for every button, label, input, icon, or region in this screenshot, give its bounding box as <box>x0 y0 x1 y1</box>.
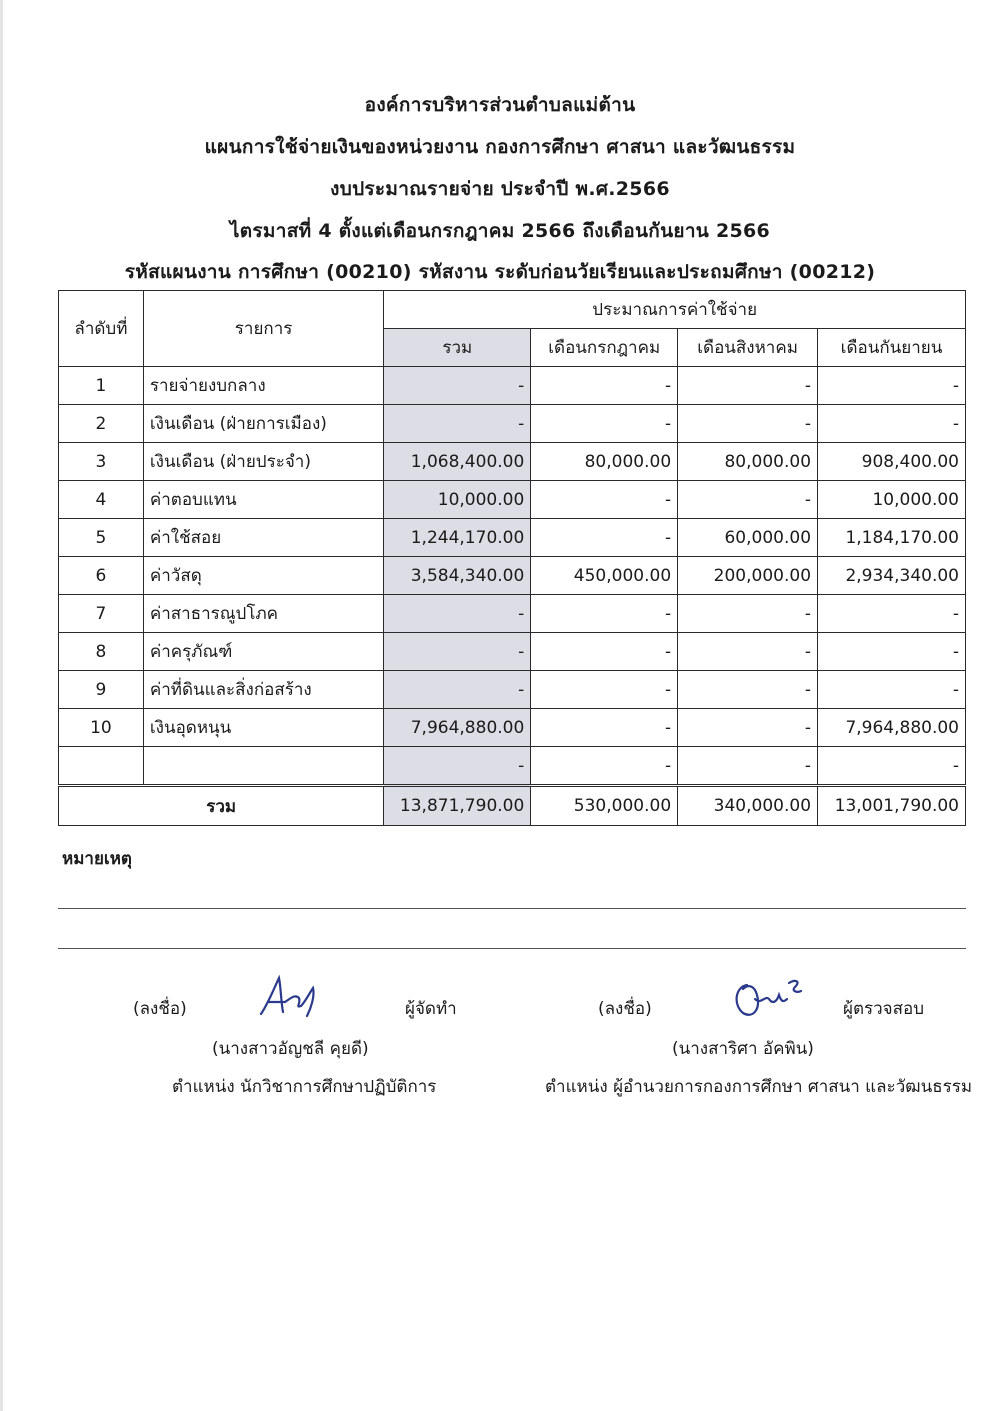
row-august: - <box>678 747 818 786</box>
table-row <box>59 671 966 709</box>
right-sign-label: (ลงชื่อ) <box>598 999 652 1019</box>
header-august: เดือนสิงหาคม <box>678 329 818 367</box>
row-no: 1 <box>59 367 144 405</box>
row-no: 6 <box>59 557 144 595</box>
row-september: - <box>818 405 966 443</box>
left-role: ผู้จัดทำ <box>405 999 457 1019</box>
row-september: 1,184,170.00 <box>818 519 966 557</box>
row-july: - <box>531 367 678 405</box>
row-july: - <box>531 633 678 671</box>
row-item <box>143 747 383 786</box>
row-item: รายจ่ายงบกลาง <box>143 367 383 405</box>
row-september: - <box>818 367 966 405</box>
header-no: ลำดับที่ <box>59 291 144 367</box>
row-september: - <box>818 633 966 671</box>
row-july: - <box>531 709 678 747</box>
remark-label: หมายเหตุ <box>62 849 132 869</box>
row-no: 8 <box>59 633 144 671</box>
row-july: - <box>531 519 678 557</box>
row-august: - <box>678 405 818 443</box>
row-total: - <box>384 633 531 671</box>
right-name: (นางสาริศา อัคพิน) <box>672 1039 814 1059</box>
row-august: - <box>678 671 818 709</box>
row-item: เงินเดือน (ฝ่ายประจำ) <box>143 443 383 481</box>
header-total: รวม <box>384 329 531 367</box>
row-august: - <box>678 481 818 519</box>
table-row <box>59 519 966 557</box>
row-no: 4 <box>59 481 144 519</box>
row-september: - <box>818 747 966 786</box>
row-item: เงินเดือน (ฝ่ายการเมือง) <box>143 405 383 443</box>
table-row <box>59 367 966 405</box>
header-item: รายการ <box>143 291 383 367</box>
row-august: 80,000.00 <box>678 443 818 481</box>
row-no: 10 <box>59 709 144 747</box>
row-july: - <box>531 405 678 443</box>
row-july: - <box>531 595 678 633</box>
left-signature-mark <box>255 972 325 1022</box>
row-august: - <box>678 709 818 747</box>
row-total: - <box>384 367 531 405</box>
row-item: ค่าวัสดุ <box>143 557 383 595</box>
remark-line-1 <box>58 908 966 909</box>
row-no: 3 <box>59 443 144 481</box>
row-total: 10,000.00 <box>384 481 531 519</box>
row-august: - <box>678 633 818 671</box>
row-september: - <box>818 671 966 709</box>
header-september: เดือนกันยายน <box>818 329 966 367</box>
header-july: เดือนกรกฎาคม <box>531 329 678 367</box>
scan-edge <box>0 0 3 1411</box>
total-sum: 13,871,790.00 <box>384 786 531 826</box>
left-name: (นางสาวอัญชลี คุยดี) <box>212 1039 369 1059</box>
total-september: 13,001,790.00 <box>818 786 966 826</box>
row-item: ค่าที่ดินและสิ่งก่อสร้าง <box>143 671 383 709</box>
row-no: 9 <box>59 671 144 709</box>
total-july: 530,000.00 <box>531 786 678 826</box>
row-item: เงินอุดหนุน <box>143 709 383 747</box>
budget-year: งบประมาณรายจ่าย ประจำปี พ.ศ.2566 <box>330 178 670 200</box>
row-item: ค่าใช้สอย <box>143 519 383 557</box>
row-total: - <box>384 671 531 709</box>
plan-title: แผนการใช้จ่ายเงินของหน่วยงาน กองการศึกษา ศาสนา และวัฒนธรรม <box>204 136 796 158</box>
row-september: - <box>818 595 966 633</box>
row-september: 10,000.00 <box>818 481 966 519</box>
row-no <box>59 747 144 786</box>
table-row <box>59 557 966 595</box>
row-total: - <box>384 405 531 443</box>
row-total: - <box>384 747 531 786</box>
table-row <box>59 443 966 481</box>
header-estimate: ประมาณการค่าใช้จ่าย <box>384 291 966 329</box>
right-position: ตำแหน่ง ผู้อำนวยการกองการศึกษา ศาสนา และวัฒนธรรม <box>545 1077 973 1097</box>
row-total: 3,584,340.00 <box>384 557 531 595</box>
row-item: ค่าตอบแทน <box>143 481 383 519</box>
table-row <box>59 481 966 519</box>
remark-line-2 <box>58 948 966 949</box>
row-item: ค่าสาธารณูปโภค <box>143 595 383 633</box>
row-august: 200,000.00 <box>678 557 818 595</box>
total-august: 340,000.00 <box>678 786 818 826</box>
row-august: - <box>678 367 818 405</box>
total-label: รวม <box>59 786 384 826</box>
row-no: 7 <box>59 595 144 633</box>
row-no: 5 <box>59 519 144 557</box>
table-row <box>59 633 966 671</box>
total-row <box>59 786 966 826</box>
row-september: 7,964,880.00 <box>818 709 966 747</box>
row-total: 7,964,880.00 <box>384 709 531 747</box>
table-row <box>59 595 966 633</box>
plan-code: รหัสแผนงาน การศึกษา (00210) รหัสงาน ระดับก่อนวัยเรียนและประถมศึกษา (00212) <box>124 261 876 283</box>
org-title: องค์การบริหารส่วนตำบลแม่ต้าน <box>364 94 636 116</box>
left-position: ตำแหน่ง นักวิชาการศึกษาปฏิบัติการ <box>172 1077 437 1097</box>
row-july: 450,000.00 <box>531 557 678 595</box>
expenditure-table <box>58 290 966 826</box>
row-august: - <box>678 595 818 633</box>
row-september: 2,934,340.00 <box>818 557 966 595</box>
row-total: 1,068,400.00 <box>384 443 531 481</box>
row-july: - <box>531 481 678 519</box>
right-signature-mark <box>725 965 815 1025</box>
right-role: ผู้ตรวจสอบ <box>843 999 925 1019</box>
row-september: 908,400.00 <box>818 443 966 481</box>
table-row <box>59 709 966 747</box>
row-total: - <box>384 595 531 633</box>
row-no: 2 <box>59 405 144 443</box>
row-july: - <box>531 747 678 786</box>
row-july: 80,000.00 <box>531 443 678 481</box>
row-item: ค่าครุภัณฑ์ <box>143 633 383 671</box>
row-august: 60,000.00 <box>678 519 818 557</box>
row-total: 1,244,170.00 <box>384 519 531 557</box>
row-july: - <box>531 671 678 709</box>
left-sign-label: (ลงชื่อ) <box>133 999 187 1019</box>
quarter-period: ไตรมาสที่ 4 ตั้งแต่เดือนกรกฎาคม 2566 ถึงเดือนกันยาน 2566 <box>229 220 771 242</box>
table-row <box>59 747 966 786</box>
table-row <box>59 405 966 443</box>
